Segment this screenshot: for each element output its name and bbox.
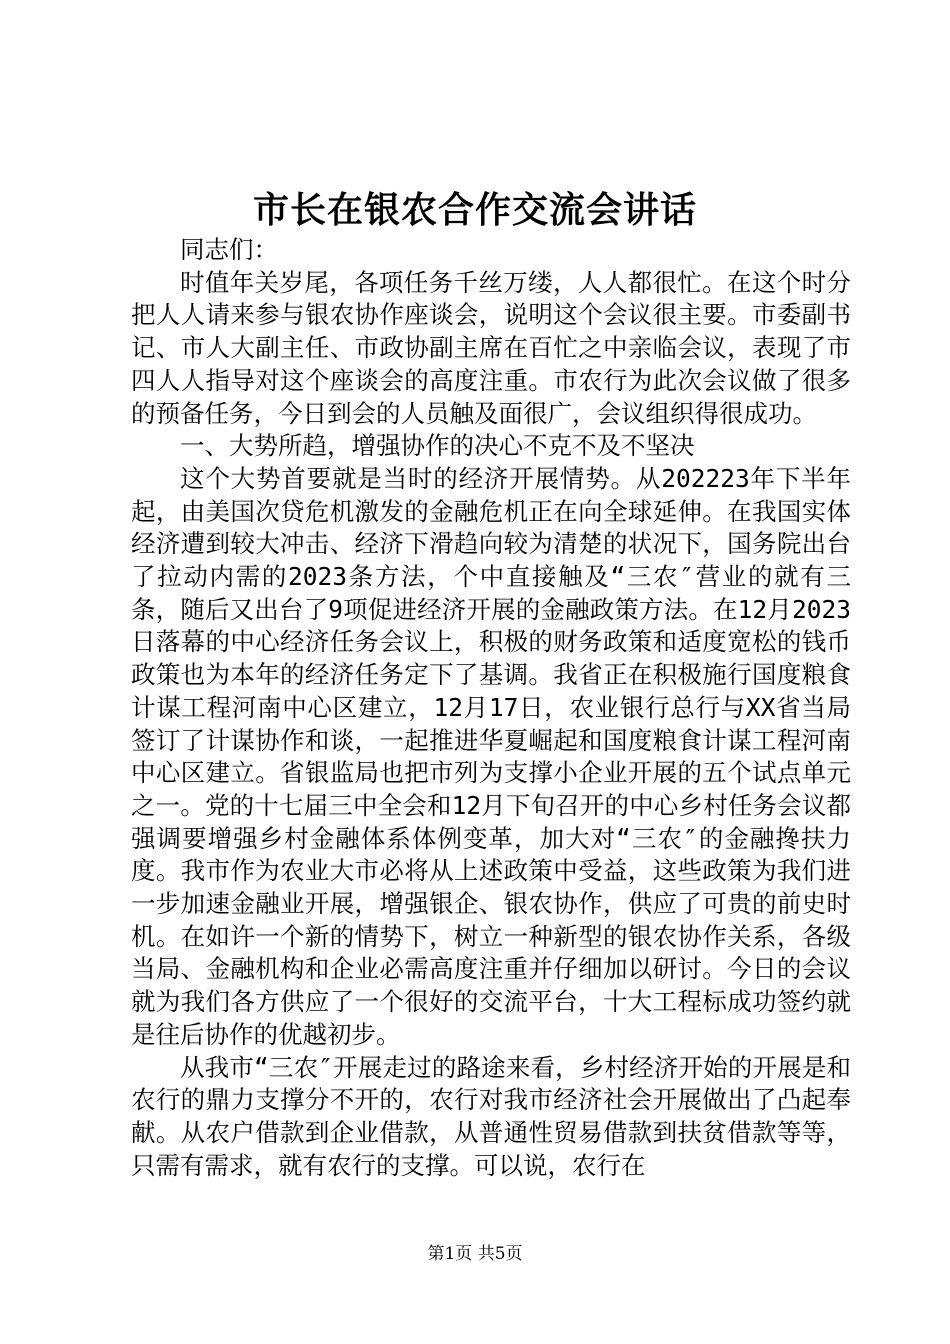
section-heading-1: 一、大势所趋，增强协作的决心不克不及不坚决: [180, 431, 695, 461]
paragraph-1: 时值年关岁尾，各项任务千丝万缕，人人都很忙。在这个时分把人人请来参与银农协作座谈会，说明这个会议很主要。市委副书记、市人大副主任、市政协副主席在百忙之中亲临会议，表现了市四人人指导对这个座谈会的高度注重。市农行为此次会议做了很多的预备任务，今日到会的人员触及面很广，会议组织得很成功。: [131, 267, 851, 428]
document-body: [131, 234, 851, 1182]
salutation: 同志们：: [180, 235, 278, 264]
paragraph-3: 从我市“三农″开展走过的路途来看，乡村经济开始的开展是和农行的鼎力支撑分不开的，农行对我市经济社会开展做出了凸起奉献。从农户借款到企业借款，从普通性贸易借款到扶贫借款等等，只需有需求，就有农行的支撑。可以说，农行在: [131, 1052, 851, 1180]
document-title: 市长在银农合作交流会讲话: [252, 189, 697, 231]
page-number-footer: 第1页 共5页: [427, 1244, 523, 1264]
paragraph-2: 这个大势首要就是当时的经济开展情势。从202223年下半年起，由美国次贷危机激发的金融危机正在向全球延伸。在我国实体经济遭到较大冲击、经济下滑趋向较为清楚的状况下，国务院出台了拉动内需的2023条方法，个中直接触及“三农″营业的就有三条，随后又出台了9项促进经济开展的金融政策方法。在12月2023日落幕的中心经济任务会议上，积极的财务政策和适度宽松的钱币政策也为本年的经济任务定下了基调。我省正在积极施行国度粮食计谋工程河南中心区建立，12月17日，农业银行总行与XX省当局签订了计谋协作和谈，一起推进华夏崛起和国度粮食计谋工程河南中心区建立。省银监局也把市列为支撑小企业开展的五个试点单元之一。党的十七届三中全会和12月下旬召开的中心乡村任务会议都强调要增强乡村金融体系体例变革，加大对“三农″的金融搀扶力度。我市作为农业大市必将从上述政策中受益，这些政策为我们进一步加速金融业开展，增强银企、银农协作，供应了可贵的前史时机。在如许一个新的情势下，树立一种新型的银农协作关系，各级当局、金融机构和企业必需高度注重并仔细加以研讨。今日的会议就为我们各方供应了一个很好的交流平台，十大工程标成功签约就是往后协作的优越初步。: [131, 463, 851, 1049]
